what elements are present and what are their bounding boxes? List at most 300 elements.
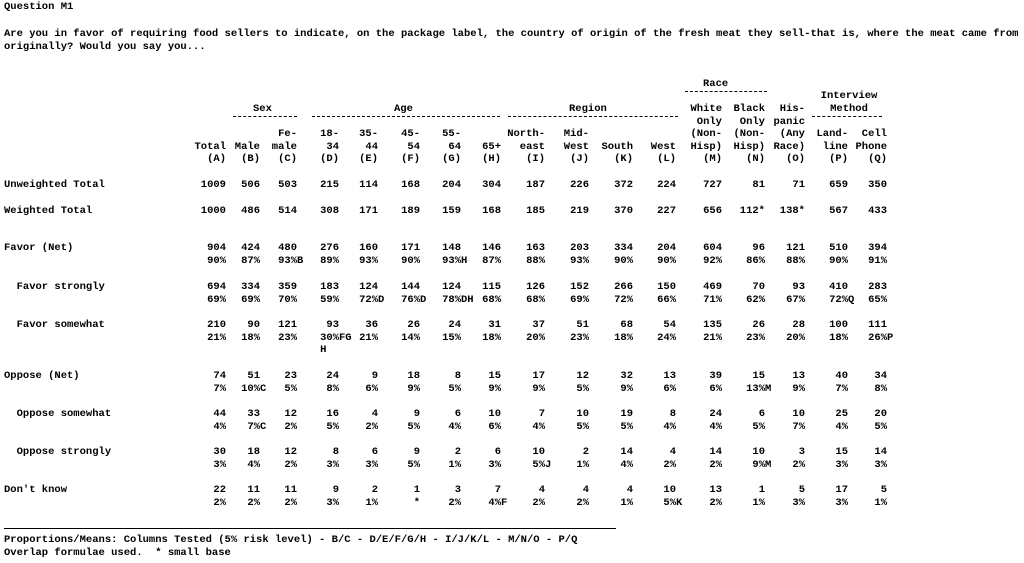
count-cell: 150 (657, 281, 676, 293)
percent-cell: 3% (326, 458, 339, 471)
percent-cell: 90% (614, 254, 633, 267)
count-cell: 9 (413, 446, 420, 458)
column-header: Cell Phone (Q) (855, 128, 887, 165)
percent-cell: 1% (752, 496, 765, 509)
percent-cell: 88% (786, 254, 805, 267)
percent-cell: 20% (526, 331, 545, 344)
percent-cell: 7%C (247, 420, 267, 433)
count-cell: 159 (442, 205, 461, 217)
count-cell: 135 (703, 319, 722, 331)
count-cell: 904 (207, 242, 226, 254)
count-cell: 9 (332, 484, 339, 496)
count-cell: 2 (371, 484, 378, 496)
percent-cell: 93% (359, 254, 378, 267)
count-cell: 694 (207, 281, 226, 293)
percent-cell: 5% (752, 420, 765, 433)
percent-cell: 72%D (359, 293, 385, 306)
percent-cell: 21% (359, 331, 378, 344)
count-cell: 160 (359, 242, 378, 254)
banner-race: Race (703, 78, 729, 90)
percent-cell: 4% (532, 420, 545, 433)
percent-cell: 90% (401, 254, 420, 267)
percent-cell: 5% (874, 420, 887, 433)
percent-cell: 10%C (241, 382, 267, 395)
count-cell: 71 (792, 179, 805, 191)
count-cell: 503 (278, 179, 297, 191)
count-cell: 14 (709, 446, 722, 458)
percent-cell: 1% (620, 496, 633, 509)
percent-cell: 3% (365, 458, 378, 471)
count-cell: 18 (247, 446, 260, 458)
percent-cell: 87% (241, 254, 260, 267)
count-cell: 26 (407, 319, 420, 331)
count-cell: 54 (663, 319, 676, 331)
banner-region: Region (569, 103, 607, 115)
count-cell: 210 (207, 319, 226, 331)
percent-cell: 93% (570, 254, 589, 267)
column-header: White Only (Non- Hisp) (M) (690, 103, 722, 165)
count-cell: 16 (326, 408, 339, 420)
count-cell: 25 (835, 408, 848, 420)
count-cell: 1 (758, 484, 765, 496)
percent-cell: 4% (213, 420, 226, 433)
row-label: Favor somewhat (4, 319, 105, 331)
count-cell: 14 (874, 446, 887, 458)
count-cell: 433 (868, 205, 887, 217)
percent-cell: 7% (792, 420, 805, 433)
count-cell: 469 (703, 281, 722, 293)
percent-cell: 21% (703, 331, 722, 344)
count-cell: 34 (874, 370, 887, 382)
percent-cell: 59% (320, 293, 339, 306)
column-header: South (K) (601, 140, 633, 165)
percent-cell: 18% (241, 331, 260, 344)
count-cell: 11 (284, 484, 297, 496)
percent-cell: 4% (448, 420, 461, 433)
count-cell: 90 (247, 319, 260, 331)
column-header: His- panic (Any Race) (O) (773, 103, 805, 165)
count-cell: 10 (663, 484, 676, 496)
percent-cell: 69% (207, 293, 226, 306)
count-cell: 163 (526, 242, 545, 254)
count-cell: 121 (278, 319, 297, 331)
count-cell: 37 (532, 319, 545, 331)
percent-cell: 2% (663, 458, 676, 471)
percent-cell: 2% (284, 420, 297, 433)
percent-cell: 72% (614, 293, 633, 306)
percent-cell: 5%J (532, 458, 552, 471)
percent-cell: 1% (576, 458, 589, 471)
count-cell: 5 (798, 484, 805, 496)
count-cell: 304 (482, 179, 501, 191)
column-header: North- east (I) (507, 128, 545, 165)
percent-cell: 68% (526, 293, 545, 306)
count-cell: 12 (284, 408, 297, 420)
count-cell: 28 (792, 319, 805, 331)
percent-cell: 4% (835, 420, 848, 433)
count-cell: 266 (614, 281, 633, 293)
percent-cell: 2% (709, 496, 722, 509)
percent-cell: 69% (241, 293, 260, 306)
row-label: Oppose strongly (4, 446, 112, 458)
count-cell: 9 (413, 408, 420, 420)
count-cell: 51 (576, 319, 589, 331)
column-header: 18- 34 (D) (320, 128, 339, 165)
count-cell: 486 (241, 205, 260, 217)
percent-cell: 3% (835, 496, 848, 509)
percent-cell: 5% (576, 420, 589, 433)
count-cell: 308 (320, 205, 339, 217)
percent-cell: 8% (874, 382, 887, 395)
row-label: Don't know (4, 484, 68, 496)
race-divider (685, 91, 767, 92)
percent-cell: 20% (786, 331, 805, 344)
percent-cell: 23% (746, 331, 765, 344)
count-cell: 276 (320, 242, 339, 254)
count-cell: 6 (371, 446, 378, 458)
count-cell: 124 (442, 281, 461, 293)
percent-cell: 65% (868, 293, 887, 306)
percent-cell: 3% (874, 458, 887, 471)
count-cell: 7 (538, 408, 545, 420)
percent-cell: 93%H (442, 254, 468, 267)
count-cell: 115 (482, 281, 501, 293)
count-cell: 168 (401, 179, 420, 191)
percent-cell: 3% (326, 496, 339, 509)
count-cell: 15 (752, 370, 765, 382)
count-cell: 334 (241, 281, 260, 293)
count-cell: 187 (526, 179, 545, 191)
count-cell: 24 (326, 370, 339, 382)
count-cell: 6 (454, 408, 461, 420)
percent-cell: 88% (526, 254, 545, 267)
percent-cell: 2% (213, 496, 226, 509)
percent-cell: 1% (874, 496, 887, 509)
count-cell: 144 (401, 281, 420, 293)
percent-cell: 24% (657, 331, 676, 344)
count-cell: 8 (332, 446, 339, 458)
count-cell: 17 (532, 370, 545, 382)
question-text: Are you in favor of requiring food sellers to indicate, on the package label, the country of origin of the fresh meat they sell-that is, where the meat came from originally? Would you say you... (4, 28, 1019, 53)
count-cell: 81 (752, 179, 765, 191)
count-cell: 15 (488, 370, 501, 382)
count-cell: 24 (709, 408, 722, 420)
count-cell: 189 (401, 205, 420, 217)
count-cell: 1 (413, 484, 420, 496)
count-cell: 68 (620, 319, 633, 331)
count-cell: 93 (792, 281, 805, 293)
count-cell: 19 (620, 408, 633, 420)
percent-cell: 15% (442, 331, 461, 344)
count-cell: 20 (874, 408, 887, 420)
count-cell: 4 (538, 484, 545, 496)
count-cell: 4 (371, 408, 378, 420)
count-cell: 11 (247, 484, 260, 496)
count-cell: 6 (758, 408, 765, 420)
count-cell: 96 (752, 242, 765, 254)
percent-cell: 1% (448, 458, 461, 471)
count-cell: 334 (614, 242, 633, 254)
count-cell: 204 (657, 242, 676, 254)
count-cell: 7 (494, 484, 501, 496)
row-label: Favor (Net) (4, 242, 74, 254)
percent-cell: 5% (326, 420, 339, 433)
percent-cell: 13%M (746, 382, 772, 395)
percent-cell: 86% (746, 254, 765, 267)
percent-cell: 23% (570, 331, 589, 344)
count-cell: 203 (570, 242, 589, 254)
percent-cell: 4% (247, 458, 260, 471)
banner-age: Age (394, 103, 413, 115)
column-header: Fe- male (C) (271, 128, 297, 165)
percent-cell: 2% (576, 496, 589, 509)
percent-cell: 87% (482, 254, 501, 267)
percent-cell: 5% (620, 420, 633, 433)
count-cell: 1009 (200, 179, 226, 191)
count-cell: 13 (709, 484, 722, 496)
question-id: Question M1 (4, 1, 74, 13)
count-cell: 51 (247, 370, 260, 382)
row-label: Weighted Total (4, 205, 93, 217)
percent-cell: 7% (213, 382, 226, 395)
percent-cell: 6% (709, 382, 722, 395)
count-cell: 138* (779, 205, 805, 217)
percent-cell: 67% (786, 293, 805, 306)
count-cell: 44 (213, 408, 226, 420)
column-header: 65+ (H) (482, 140, 501, 165)
count-cell: 4 (626, 484, 633, 496)
banner-interview-method: Interview Method (820, 90, 878, 115)
count-cell: 22 (213, 484, 226, 496)
percent-cell: 6% (365, 382, 378, 395)
percent-cell: 9% (488, 382, 501, 395)
count-cell: 2 (582, 446, 589, 458)
column-header: 55- 64 (G) (442, 128, 461, 165)
count-cell: 727 (703, 179, 722, 191)
percent-cell: 92% (703, 254, 722, 267)
percent-cell: 90% (207, 254, 226, 267)
count-cell: 6 (494, 446, 501, 458)
percent-cell: 5% (407, 458, 420, 471)
count-cell: 124 (359, 281, 378, 293)
footer-note-small-base: Overlap formulae used. * small base (4, 547, 231, 559)
percent-cell: 70% (278, 293, 297, 306)
percent-cell: 2% (365, 420, 378, 433)
percent-cell: 5% (576, 382, 589, 395)
count-cell: 70 (752, 281, 765, 293)
count-cell: 10 (792, 408, 805, 420)
percent-cell: 4% (620, 458, 633, 471)
count-cell: 510 (829, 242, 848, 254)
row-label: Unweighted Total (4, 179, 105, 191)
column-header: 45- 54 (F) (401, 128, 420, 165)
count-cell: 152 (570, 281, 589, 293)
count-cell: 15 (835, 446, 848, 458)
count-cell: 350 (868, 179, 887, 191)
column-header: Land- line (P) (816, 128, 848, 165)
count-cell: 10 (576, 408, 589, 420)
column-header: Mid- West (J) (563, 128, 589, 165)
count-cell: 5 (880, 484, 887, 496)
row-label: Oppose somewhat (4, 408, 112, 420)
count-cell: 227 (657, 205, 676, 217)
count-cell: 3 (454, 484, 461, 496)
count-cell: 12 (576, 370, 589, 382)
column-header: Male (B) (234, 140, 260, 165)
percent-cell: 2% (792, 458, 805, 471)
count-cell: 567 (829, 205, 848, 217)
percent-cell: 89% (320, 254, 339, 267)
percent-cell: 8% (326, 382, 339, 395)
percent-cell: 91% (868, 254, 887, 267)
count-cell: 13 (792, 370, 805, 382)
count-cell: 10 (488, 408, 501, 420)
count-cell: 111 (868, 319, 887, 331)
percent-cell: 6% (663, 382, 676, 395)
percent-cell: 9% (620, 382, 633, 395)
count-cell: 3 (798, 446, 805, 458)
percent-cell: 30%FG H (320, 331, 352, 356)
percent-cell: 18% (614, 331, 633, 344)
count-cell: 215 (320, 179, 339, 191)
count-cell: 1000 (200, 205, 226, 217)
count-cell: 394 (868, 242, 887, 254)
count-cell: 480 (278, 242, 297, 254)
count-cell: 372 (614, 179, 633, 191)
percent-cell: 23% (278, 331, 297, 344)
percent-cell: 2% (532, 496, 545, 509)
percent-cell: 69% (570, 293, 589, 306)
percent-cell: 2% (284, 458, 297, 471)
count-cell: 114 (359, 179, 378, 191)
count-cell: 10 (752, 446, 765, 458)
percent-cell: 4%F (488, 496, 508, 509)
count-cell: 168 (482, 205, 501, 217)
count-cell: 39 (709, 370, 722, 382)
percent-cell: 18% (482, 331, 501, 344)
count-cell: 18 (407, 370, 420, 382)
percent-cell: 5% (448, 382, 461, 395)
percent-cell: 9% (532, 382, 545, 395)
count-cell: 26 (752, 319, 765, 331)
count-cell: 4 (669, 446, 676, 458)
count-cell: 9 (371, 370, 378, 382)
percent-cell: 2% (448, 496, 461, 509)
count-cell: 23 (284, 370, 297, 382)
count-cell: 204 (442, 179, 461, 191)
count-cell: 171 (359, 205, 378, 217)
percent-cell: 71% (703, 293, 722, 306)
percent-cell: 2% (284, 496, 297, 509)
percent-cell: 14% (401, 331, 420, 344)
percent-cell: 66% (657, 293, 676, 306)
percent-cell: 4% (663, 420, 676, 433)
count-cell: 17 (835, 484, 848, 496)
count-cell: 514 (278, 205, 297, 217)
percent-cell: 9% (407, 382, 420, 395)
percent-cell: 5% (284, 382, 297, 395)
column-header: 35- 44 (E) (359, 128, 378, 165)
percent-cell: 3% (792, 496, 805, 509)
percent-cell: 2% (247, 496, 260, 509)
percent-cell: 18% (829, 331, 848, 344)
percent-cell: 2% (709, 458, 722, 471)
count-cell: 171 (401, 242, 420, 254)
count-cell: 8 (454, 370, 461, 382)
count-cell: 13 (663, 370, 676, 382)
percent-cell: 6% (488, 420, 501, 433)
percent-cell: 21% (207, 331, 226, 344)
percent-cell: 5%K (663, 496, 683, 509)
count-cell: 659 (829, 179, 848, 191)
count-cell: 219 (570, 205, 589, 217)
percent-cell: 78%DH (442, 293, 474, 306)
count-cell: 126 (526, 281, 545, 293)
percent-cell: 26%P (868, 331, 894, 344)
count-cell: 148 (442, 242, 461, 254)
count-cell: 112* (739, 205, 765, 217)
percent-cell: 5% (407, 420, 420, 433)
percent-cell: 1% (365, 496, 378, 509)
percent-cell: 62% (746, 293, 765, 306)
count-cell: 74 (213, 370, 226, 382)
count-cell: 185 (526, 205, 545, 217)
percent-cell: * (413, 496, 420, 509)
count-cell: 33 (247, 408, 260, 420)
percent-cell: 9% (792, 382, 805, 395)
count-cell: 24 (448, 319, 461, 331)
percent-cell: 3% (488, 458, 501, 471)
count-cell: 121 (786, 242, 805, 254)
percent-cell: 76%D (401, 293, 427, 306)
percent-cell: 72%Q (829, 293, 855, 306)
footer-note-columns-tested: Proportions/Means: Columns Tested (5% risk level) - B/C - D/E/F/G/H - I/J/K/L - M/N/O - P/Q (4, 534, 578, 546)
percent-cell: 90% (829, 254, 848, 267)
column-header: West (L) (650, 140, 676, 165)
count-cell: 424 (241, 242, 260, 254)
count-cell: 36 (365, 319, 378, 331)
count-cell: 359 (278, 281, 297, 293)
count-cell: 410 (829, 281, 848, 293)
count-cell: 656 (703, 205, 722, 217)
count-cell: 506 (241, 179, 260, 191)
percent-cell: 4% (709, 420, 722, 433)
count-cell: 183 (320, 281, 339, 293)
percent-cell: 68% (482, 293, 501, 306)
count-cell: 4 (582, 484, 589, 496)
count-cell: 283 (868, 281, 887, 293)
percent-cell: 7% (835, 382, 848, 395)
count-cell: 2 (454, 446, 461, 458)
percent-cell: 3% (213, 458, 226, 471)
percent-cell: 90% (657, 254, 676, 267)
count-cell: 604 (703, 242, 722, 254)
row-label: Oppose (Net) (4, 370, 80, 382)
count-cell: 40 (835, 370, 848, 382)
percent-cell: 3% (835, 458, 848, 471)
count-cell: 224 (657, 179, 676, 191)
banner-sex: Sex (253, 103, 272, 115)
footer-divider (4, 528, 616, 529)
count-cell: 146 (482, 242, 501, 254)
percent-cell: 9%M (752, 458, 772, 471)
row-label: Favor strongly (4, 281, 105, 293)
count-cell: 12 (284, 446, 297, 458)
column-header: Total (A) (194, 140, 226, 165)
count-cell: 93 (326, 319, 339, 331)
count-cell: 31 (488, 319, 501, 331)
percent-cell: 93%B (278, 254, 304, 267)
